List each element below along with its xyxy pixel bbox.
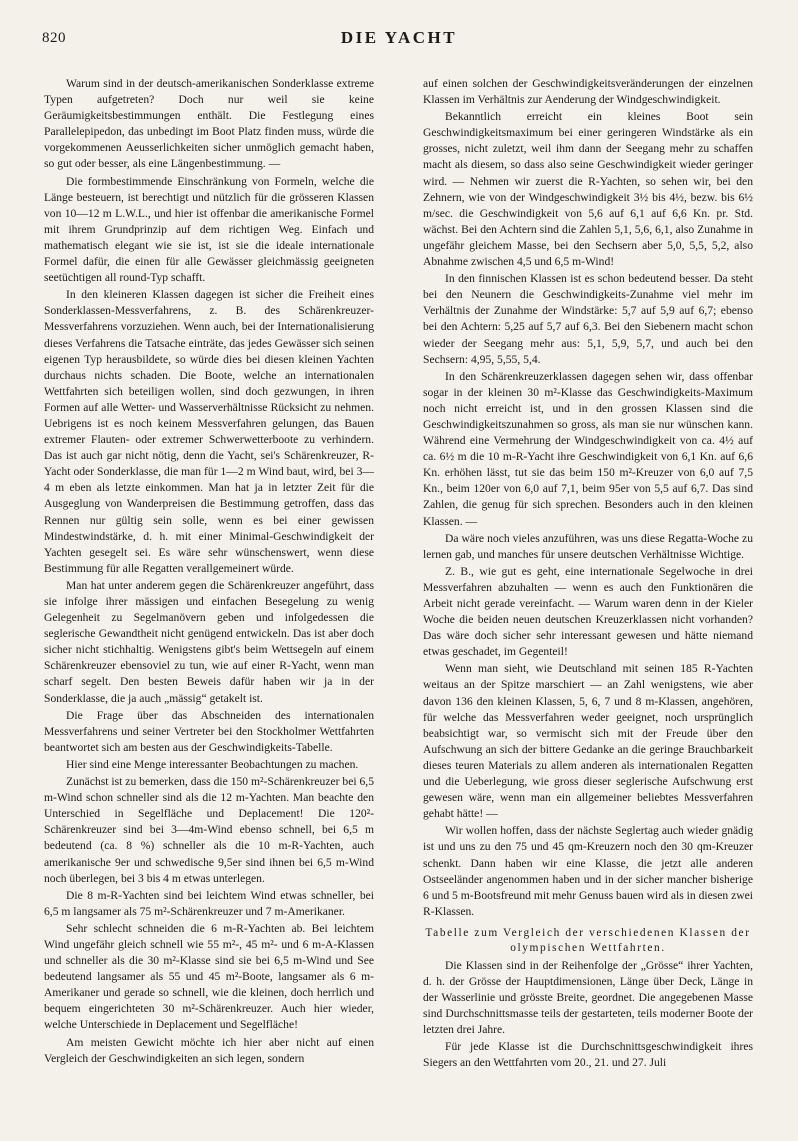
- paragraph: Warum sind in der deutsch-amerikanischen Sonderklasse extreme Typen aufgetreten? Doch nur weil sie keine Geräumigkeitsbestimmungen enthält. Die Festlegung eines Parallelepipedon, das unbedingt im Boot Platz finden muss, würde die vorgekommenen Aeusserlichkeiten sicher unmöglich gemacht haben, so gut oder besser, als eine Längenbestimmung. —: [44, 77, 374, 171]
- paragraph: Zunächst ist zu bemerken, dass die 150 m²-Schärenkreuzer bei 6,5 m-Wind schon schneller sind als die 12 m-Yachten. Man beachte den Unterschied in Segelfläche und Deplacement! Die 120²-Schärenkreuzer sind bei 3—4m-Wind ebenso schnell, bei 6,5 m bedeutend (ca. 8 %) schneller als die 10 m-R-Yachten, auch amerikanische 9er und schwedische 9,5er sind ihnen bei 6,5 m-Wind noch überlegen, bei 3 bis 4 m etwas unterlegen.: [44, 775, 374, 885]
- paragraph: Wenn man sieht, wie Deutschland mit seinen 185 R-Yachten weitaus an der Spitze marschiert — an Zahl wenigstens, wie aber davon 136 den kleinen Klassen, 5, 6, 7 und 8 m-Klassen, angehören, für welche das Messverfahren weder geeignet, noch ursprünglich beabsichtigt war, so vermischt sich mit der Freude über den Aufschwung an sich der bittere Gedanke an die geringe Brauchbarkeit dieses teuren Materials zu allem anderen als internationalen Regatten und die Ueberlegung, wie gross dieser seglerische Aufschwung erst gewesen wäre, wenn man ein allgemeiner beliebtes Messverfahren gehabt hätte! —: [423, 662, 753, 821]
- paragraph: Die formbestimmende Einschränkung von Formeln, welche die Länge besteuern, ist berechtigt und nützlich für die grösseren Klassen von 10—12 m L.W.L., und hier ist offenbar die amerikanische Formel mit ihrem Grundprinzip auf dem richtigen Weg. Einfach und mathematisch elegant wie sie ist, ist sie die ideale internationale Formel dafür, die einen für alle Gewässer gleichmässig geeigneten seetüchtigen all round-Typ schafft.: [44, 174, 374, 285]
- paragraph: In den kleineren Klassen dagegen ist sicher die Freiheit eines Sonderklassen-Messverfahrens, z. B. des Schärenkreuzer-Messverfahrens vorzuziehen. Wenn auch, bei der Internationalisierung dieses Verfahrens die Tatsache einträte, das jedes Gewässer sich seinen eigenen Typ herausbildete, so würde dies bei diesen kleinen Yachten durchaus nichts schaden. Die Boote, welche an internationalen Wettfahrten sich beteiligen wollen, sind doch gezwungen, in ihren Formen auf alle Wetter- und Wasserverhältnisse Rücksicht zu nehmen. Uebrigens ist es noch keinem Messverfahren gelungen, das Bauen extremer Flauten- oder extremer Schwerwetterboote zu verhindern. Das ist auch gar nicht nötig, denn die Yacht, sei's Schärenkreuzer, R-Yacht oder Sonderklasse, die man für 1—2 m Wind baut, wird, bei 3—4 m eben als letzte einkommen. Man hat ja in letzter Zeit für die Ausgeglung von Wanderpreisen die Bestimmung getroffen, dass das Rennen nur gültig sein solle, wenn es bei einer gewissen Mindestwindstärke, d. h. mit einer Minimal-Geschwindigkeit der Yachten gesegelt sei. Es wäre sehr wünschenswert, wenn diese Bestimmung für alle Regatten verallgemeinert würde.: [44, 288, 374, 575]
- paragraph: Am meisten Gewicht möchte ich hier aber nicht auf einen Vergleich der Geschwindigkeiten an sich legen, sondern: [44, 1035, 374, 1065]
- paragraph: Sehr schlecht schneiden die 6 m-R-Yachten ab. Bei leichtem Wind ungefähr gleich schnell wie 55 m²-, 45 m²- und 6 m-A-Klassen und schneller als die 30 m²-Klasse sind sie bei 6,5 m-Wind und See bedeutend langsamer als 55 und 45 m²-Boote, langsamer als 6 m-Amerikaner und gerade so schnell, wie die kleinen, doch herrlich und bequem eingerichteten 30 m²-Schärenkreuzer. Auch hier wieder, welche Unterschiede in Deplacement und Segelfläche!: [44, 921, 374, 1032]
- paragraph: In den Schärenkreuzerklassen dagegen sehen wir, dass offenbar sogar in der kleinen 30 m²-Klasse das Geschwindigkeits-Maximum noch nicht erreicht ist, und in den grossen Klassen sind die Geschwindigkeitszunahmen so gross, als man sie nur wünschen kann. Während eine Vermehrung der Windgeschwindigkeit von ca. 4½ auf ca. 6½ m die 10 m-R-Yacht ihre Geschwindigkeit von 6,1 Kn. auf 6,6 Kn. erhöhen lässt, tut sie das beim 150 m²-Kreuzer von 6,0 auf 7,5 Kn., beim 120er von 6,0 auf 7,1, beim 95er von 5,5 auf 6,7. Das sind Zahlen, die genug für sich sprechen. Besonders auch in den kleinen Klassen. —: [423, 369, 753, 528]
- paragraph: Man hat unter anderem gegen die Schärenkreuzer angeführt, dass sie infolge ihrer mässigen und einfachen Besegelung zu wenig Gelegenheit zu Segelmanövern geben und infolgedessen die seglerische Gewandtheit nicht genügend entwickeln. Das ist aber doch sicher nicht stichhaltig. Wenigstens gibt's beim Wettsegeln auf einem Schärenkreuzer ebensoviel zu tun, wie auf einer R-Yacht, wenn man scharf segelt. Den besten Beweis dafür haben wir ja in der Sonderklasse, die ja auch „mässig“ getakelt ist.: [44, 578, 374, 705]
- paragraph: Die 8 m-R-Yachten sind bei leichtem Wind etwas schneller, bei 6,5 m langsamer als 75 m²-Schärenkreuzer und 7 m-Amerikaner.: [44, 888, 374, 918]
- left-column: [44, 76, 374, 1068]
- page-number: 820: [42, 30, 66, 46]
- paragraph: In den finnischen Klassen ist es schon bedeutend besser. Da steht bei den Neunern die Geschwindigkeits-Zunahme viel mehr im Verhältnis der Zunahme der Windstärke: 5,7 auf 5,9 auf 6,7; ebenso bei den Achtern: 5,25 auf 5,7 auf 6,3. Bei den Siebenern macht schon wieder der Seegang mehr aus: 5,1, 5,9, 5,7, und auch bei den Sechsern: 4,95, 5,55, 5,4.: [423, 272, 753, 366]
- paragraph: auf einen solchen der Geschwindigkeitsveränderungen der einzelnen Klassen im Verhältnis zur Aenderung der Windgeschwindigkeit.: [423, 77, 753, 107]
- journal-title: DIE YACHT: [340, 28, 458, 47]
- page-header: [0, 0, 798, 60]
- paragraph: Hier sind eine Menge interessanter Beobachtungen zu machen.: [66, 757, 359, 771]
- paragraph: Bekanntlich erreicht ein kleines Boot sein Geschwindigkeitsmaximum bei einer geringeren Windstärke als ein grosses, nicht zuletzt, weil ihm dann der Seegang mehr zu schaffen macht als diesem, so dass also seine Geschwindigkeit wieder geringer wird. — Nehmen wir zuerst die R-Yachten, so sehen wir, bei den Zehnern, wie von der Windgeschwindigkeit 3½ bis 4½, bezw. bis 6½ m/sec. die Geschwindigkeit von 5,6 auf 6,1 auf 6,6 Kn. pr. Std. wächst. Bei den Achtern sind die Zahlen 5,1, 5,6, 6,1, also Zunahme in ungefähr gleichem Masse, bei den Sechsern aber 5,0, 5,5, 5,2, also Abnahme zwischen 4,5 und 6,5 m-Wind!: [423, 110, 753, 269]
- paragraph: Die Klassen sind in der Reihenfolge der „Grösse“ ihrer Yachten, d. h. der Grösse der Hauptdimensionen, Länge über Deck, Länge in der Wasserlinie und grösste Breite, geordnet. Die angegebenen Masse sind Durchschnittsmasse teils der gestarteten, teils moderner Boote der letzten drei Jahre.: [423, 958, 753, 1037]
- paragraph: Die Frage über das Abschneiden des internationalen Messverfahrens und seiner Vertreter bei den Stockholmer Wettfahrten beantwortet sich am besten aus der Geschwindigkeits-Tabelle.: [44, 708, 374, 754]
- right-column: [423, 76, 753, 1073]
- table-heading: Tabelle zum Vergleich der verschiedenen Klassen der olympischen Wettfahrten.: [425, 926, 751, 954]
- paragraph: Für jede Klasse ist die Durchschnittsgeschwindigkeit ihres Siegers an den Wettfahrten vom 20., 21. und 27. Juli: [423, 1040, 753, 1070]
- paragraph: Wir wollen hoffen, dass der nächste Seglertag auch wieder gnädig ist und uns zu den 75 und 45 qm-Kreuzern noch den 30 qm-Kreuzer schenkt. Dann haben wir eine Klasse, die jetzt alle anderen Ostseeländer angenommen haben und in der sicher mancher bisherige 6 und 5 m-Bootsfreund mit mehr Genuss bauen wird als in diesen zwei R-Klassen.: [423, 824, 753, 918]
- paragraph: Z. B., wie gut es geht, eine internationale Segelwoche in drei Messverfahren abzuhalten — wenn es auch den Funktionären die Arbeit nicht gerade vereinfacht. — Warum waren denn in der Kieler Woche die beiden neuen deutschen Kreuzerklassen nicht vorhanden? Das wäre doch sicher sehr interessant gewesen und hätte niemand etwas geschadet, im Gegenteil!: [423, 564, 753, 659]
- paragraph: Da wäre noch vieles anzuführen, was uns diese Regatta-Woche zu lernen gab, und manches für unsere deutschen Verhältnisse Wichtige.: [423, 531, 753, 561]
